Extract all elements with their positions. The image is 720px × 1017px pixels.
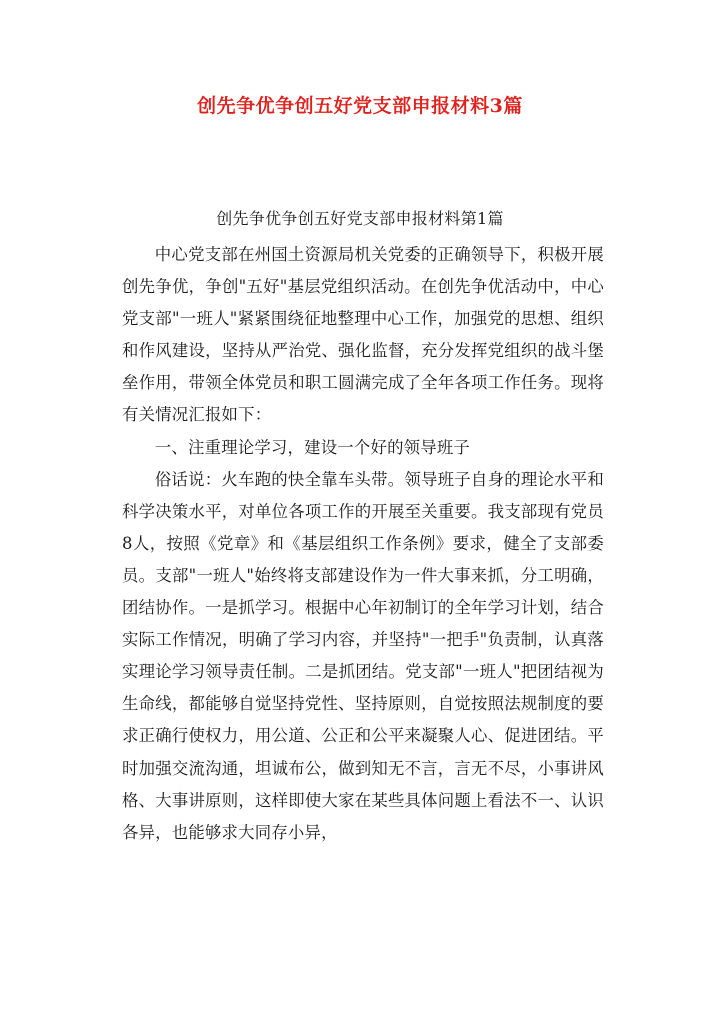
section-heading-1: 一、注重理论学习，建设一个好的领导班子: [154, 437, 471, 457]
document-body: [122, 239, 604, 849]
document-title: 创先争优争创五好党支部申报材料3篇: [197, 95, 523, 117]
paragraph-intro: 中心党支部在州国土资源局机关党委的正确领导下，积极开展创先争优，争创"五好"基层党组织活动。在创先争优活动中，中心党支部"一班人"紧紧围绕征地整理中心工作，加强党的思想、组织和作风建设，坚持从严治党、强化监督，充分发挥党组织的战斗堡垒作用，带领全体党员和职工圆满完成了全年各项工作任务。现将有关情况汇报如下：: [122, 245, 604, 425]
section-title: 创先争优争创五好党支部申报材料第1篇: [216, 209, 504, 228]
paragraph-leadership: 俗话说：火车跑的快全靠车头带。领导班子自身的理论水平和科学决策水平，对单位各项工作的开展至关重要。我支部现有党员8人，按照《党章》和《基层组织工作条例》要求，健全了支部委员。支部"一班人"始终将支部建设作为一件大事来抓，分工明确，团结协作。一是抓学习。根据中心年初制订的全年学习计划，结合实际工作情况，明确了学习内容，并坚持"一把手"负责制，认真落实理论学习领导责任制。二是抓团结。党支部"一班人"把团结视为生命线，都能够自觉坚持党性、坚持原则，自觉按照法规制度的要求正确行使权力，用公道、公正和公平来凝聚人心、促进团结。平时加强交流沟通，坦诚布公，做到知无不言，言无不尽，小事讲风格、大事讲原则，这样即使大家在某些具体问题上看法不一、认识各异，也能够求大同存小异，: [122, 469, 604, 842]
